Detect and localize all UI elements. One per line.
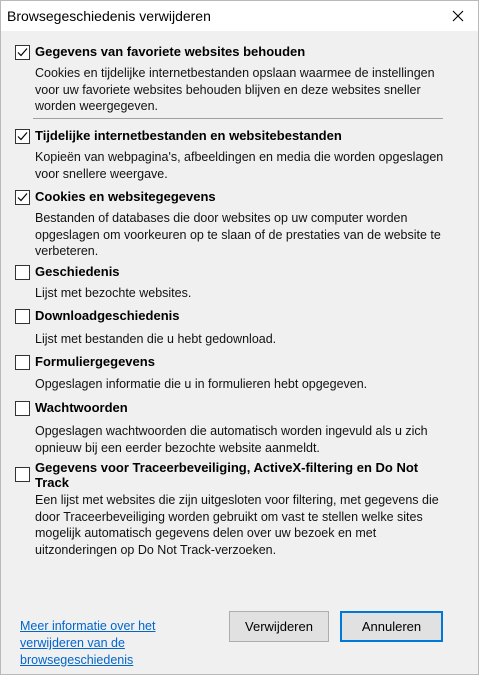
- divider: [33, 118, 443, 119]
- close-button[interactable]: [438, 1, 478, 31]
- option-label: Formuliergegevens: [35, 354, 155, 369]
- option-label: Wachtwoorden: [35, 400, 128, 415]
- option-preserve-favorites: [15, 45, 455, 115]
- more-info-link[interactable]: Meer informatie over het verwijderen van de browsegeschiedenis: [20, 619, 156, 667]
- option-description: Opgeslagen informatie die u in formulieren hebt opgegeven.: [35, 377, 368, 391]
- checkbox-tracking-protection[interactable]: [15, 467, 30, 482]
- checkbox-cookies[interactable]: [15, 190, 30, 205]
- option-label: Gegevens voor Traceerbeveiliging, ActiveX-filtering en Do Not Track: [35, 460, 419, 490]
- option-passwords: [15, 401, 455, 455]
- checkbox-history[interactable]: [15, 265, 30, 280]
- cancel-button[interactable]: Annuleren: [340, 611, 443, 642]
- option-label: Gegevens van favoriete websites behouden: [35, 44, 306, 59]
- dialog-title: Browsegeschiedenis verwijderen: [7, 8, 211, 24]
- option-label: Tijdelijke internetbestanden en websitebestanden: [35, 128, 342, 143]
- option-description: Bestanden of databases die door websites op uw computer worden opgeslagen om voorkeuren op te slaan of de prestaties van de website te verbeteren.: [35, 211, 441, 258]
- option-temporary-files: [15, 129, 455, 181]
- option-tracking-protection: [15, 461, 455, 561]
- option-description: Lijst met bestanden die u hebt gedownload.: [35, 332, 277, 346]
- option-cookies: [15, 190, 455, 260]
- option-label: Downloadgeschiedenis: [35, 308, 180, 323]
- option-description: Een lijst met websites die zijn uitgesloten voor filtering, met gegevens die door Traceerbeveiliging worden gebruikt om vast te stellen welke sites mogelijk automatisch gegevens delen over uw bezoek en met uitzonderingen op Do Not Track-verzoeken.: [35, 493, 439, 557]
- option-history: [15, 265, 455, 301]
- option-description: Lijst met bezochte websites.: [35, 286, 192, 300]
- checkbox-form-data[interactable]: [15, 355, 30, 370]
- checkmark-icon: [17, 47, 28, 58]
- option-description: Cookies en tijdelijke internetbestanden opslaan waarmee de instellingen voor uw favoriete websites behouden blijven en deze websites sneller worden weergegeven.: [35, 66, 435, 113]
- delete-button[interactable]: Verwijderen: [229, 611, 329, 642]
- checkmark-icon: [17, 192, 28, 203]
- option-form-data: [15, 355, 455, 391]
- checkbox-preserve-favorites[interactable]: [15, 45, 30, 60]
- option-label: Cookies en websitegegevens: [35, 189, 216, 204]
- checkmark-icon: [17, 131, 28, 142]
- checkbox-passwords[interactable]: [15, 401, 30, 416]
- option-download-history: [15, 309, 455, 345]
- checkbox-temporary-files[interactable]: [15, 129, 30, 144]
- title-bar: [1, 1, 478, 31]
- option-label: Geschiedenis: [35, 264, 120, 279]
- option-description: Opgeslagen wachtwoorden die automatisch worden ingevuld als u zich opnieuw bij een eerder bezochte website aanmeldt.: [35, 424, 428, 455]
- checkbox-download-history[interactable]: [15, 309, 30, 324]
- close-icon: [452, 10, 464, 22]
- option-description: Kopieën van webpagina's, afbeeldingen en media die worden opgeslagen voor snellere weergave.: [35, 150, 444, 181]
